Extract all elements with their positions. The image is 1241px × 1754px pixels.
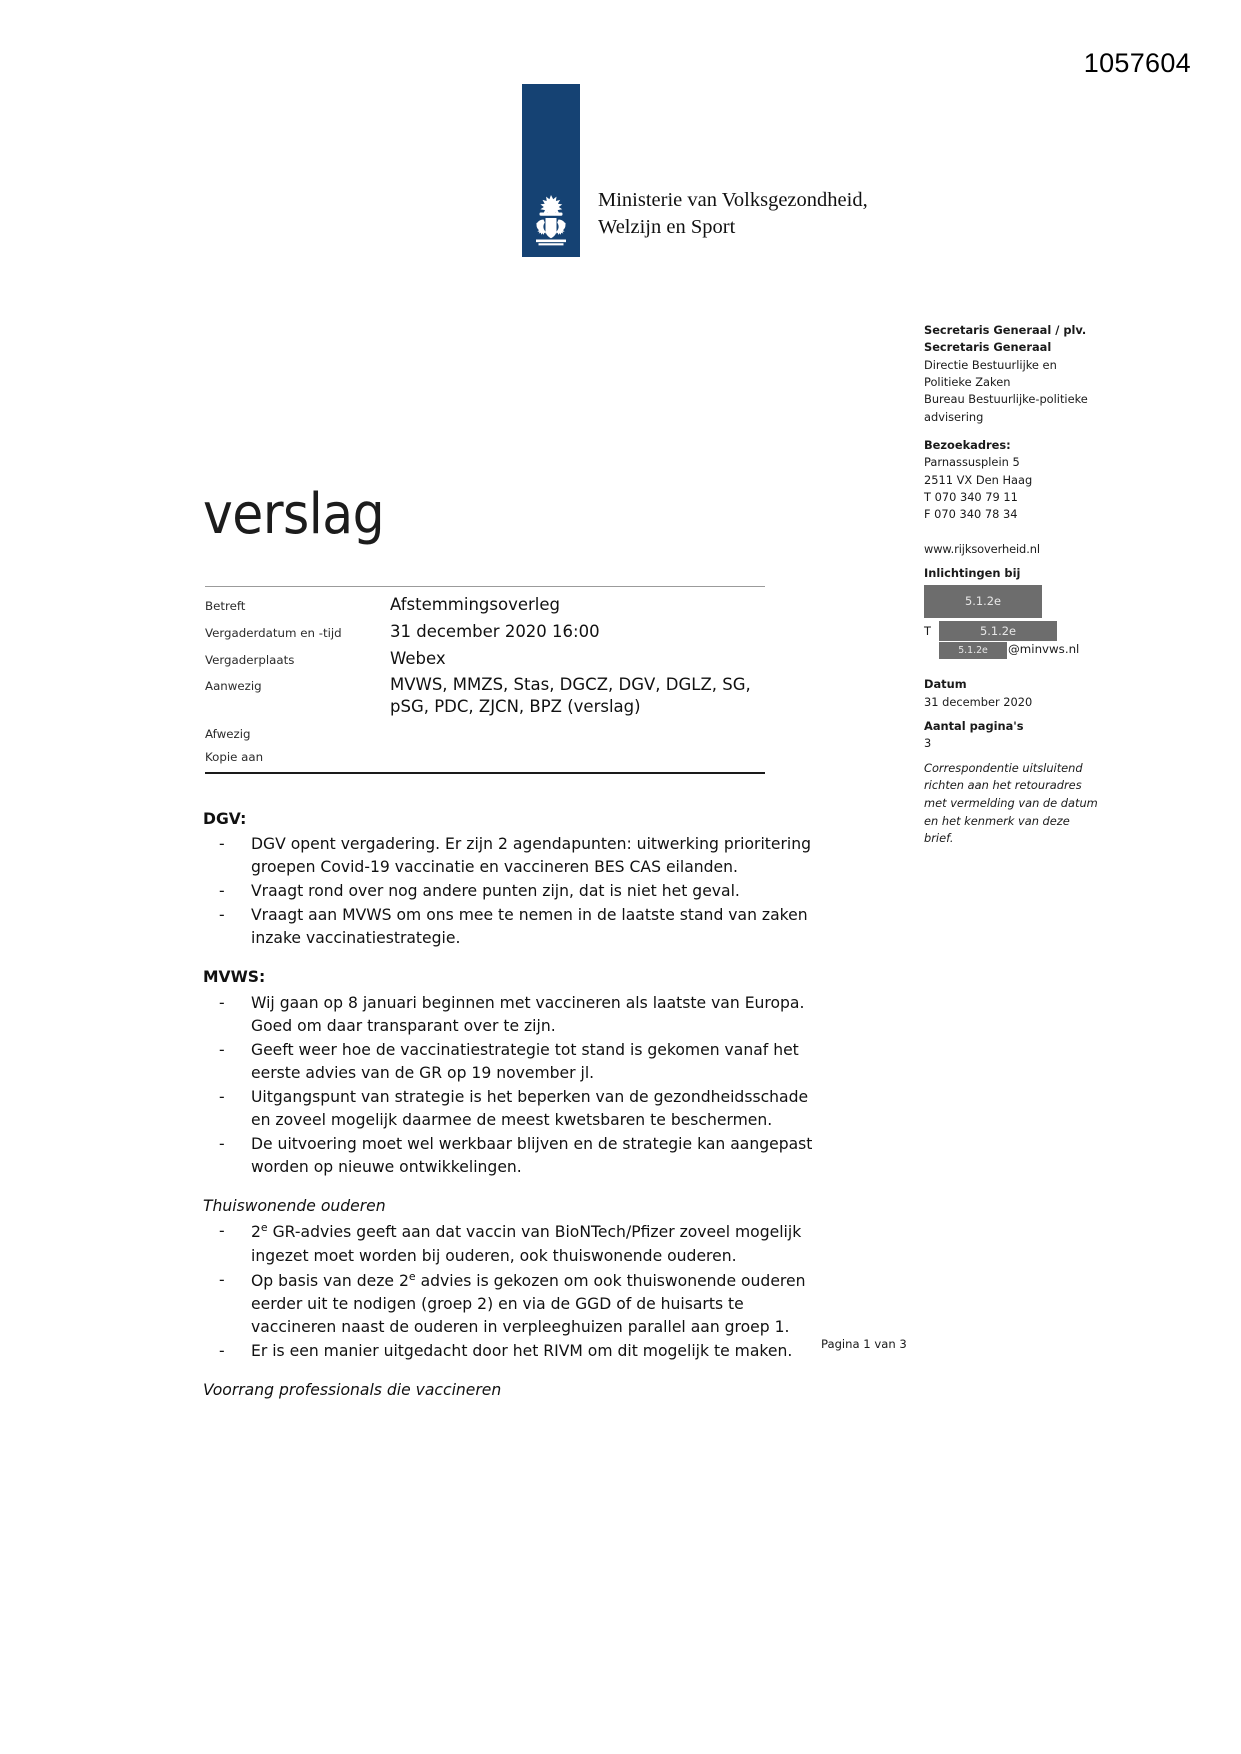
minutes-body: [203, 808, 818, 1420]
website-url: www.rijksoverheid.nl: [924, 541, 1040, 556]
phone-number: T 070 340 79 11: [924, 489, 1018, 504]
metadata-value: Webex: [390, 648, 446, 668]
org-line-1: Secretaris Generaal / plv.: [924, 323, 1087, 337]
metadata-value: MVWS, MMZS, Stas, DGCZ, DGV, DGLZ, SG, pSG, PDC, ZJCN, BPZ (verslag): [390, 675, 751, 717]
section-heading: DGV:: [203, 810, 247, 828]
list-item: - Er is een manier uitgedacht door het RIVM om dit mogelijk te maken.: [203, 1340, 818, 1363]
metadata-row: [205, 648, 775, 670]
metadata-label: Kopie aan: [205, 749, 264, 764]
section-heading: Thuiswonende ouderen: [203, 1197, 386, 1216]
info-contact-heading: Inlichtingen bij: [924, 565, 1021, 580]
page-count-heading: Aantal pagina's: [924, 718, 1024, 733]
date-value: 31 december 2020: [924, 694, 1033, 709]
org-line-2: Secretaris Generaal: [924, 340, 1052, 355]
note-line-4: en het kenmerk van deze: [924, 813, 1070, 828]
metadata-value: 31 december 2020 16:00: [390, 621, 600, 641]
redacted-email-user: 5.1.2e: [939, 642, 1007, 659]
metadata-row: [205, 723, 775, 741]
redacted-phone-row: [924, 621, 1110, 641]
metadata-label: Aanwezig: [205, 679, 262, 694]
correspondence-note: [924, 760, 1110, 848]
address-street: Parnassusplein 5: [924, 455, 1020, 470]
ministry-name-line2: Welzijn en Sport: [598, 215, 736, 238]
metadata-row: [205, 674, 775, 718]
metadata-label: Vergaderdatum en -tijd: [205, 625, 342, 640]
bureau-line-2: advisering: [924, 409, 984, 424]
redacted-phone: 5.1.2e: [939, 621, 1057, 641]
metadata-row: [205, 621, 775, 643]
meeting-metadata-table: [205, 594, 775, 769]
letterhead-sidebar: [924, 322, 1110, 848]
page-footer: Pagina 1 van 3: [821, 1337, 907, 1351]
list-item: - DGV opent vergadering. Er zijn 2 agendapunten: uitwerking prioritering groepen Covid-19 vaccinatie en vaccineren BES CAS eilanden.: [203, 833, 818, 879]
section-bullet-list: [203, 992, 818, 1180]
list-item: - De uitvoering moet wel werkbaar blijven en de strategie kan aangepast worden op nieuwe ontwikkelingen.: [203, 1133, 818, 1179]
section-bullet-list: [203, 833, 818, 950]
logo-blue-bar: [522, 84, 580, 257]
metadata-label: Vergaderplaats: [205, 652, 295, 667]
redacted-contact-name: 5.1.2e: [924, 585, 1042, 618]
document-number: 1057604: [1083, 48, 1191, 78]
note-line-5: brief.: [924, 831, 954, 846]
list-item: - 2e GR-advies geeft aan dat vaccin van BioNTech/Pfizer zoveel mogelijk ingezet moet worden bij ouderen, ook thuiswonende ouderen.: [203, 1220, 818, 1267]
metadata-row: [205, 594, 775, 616]
address-city: 2511 VX Den Haag: [924, 472, 1033, 487]
ministry-name: [598, 187, 868, 257]
list-item: - Op basis van deze 2e advies is gekozen om ook thuiswonende ouderen eerder uit te nodigen (groep 2) en via de GGD of de huisarts te vaccineren naast de ouderen in verpleeghuizen parallel aan groep 1.: [203, 1269, 818, 1339]
list-item: - Geeft weer hoe de vaccinatiestrategie tot stand is gekomen vanaf het eerste advies van de GR op 19 november jl.: [203, 1039, 818, 1085]
metadata-value: Afstemmingsoverleg: [390, 595, 560, 614]
title-divider: [205, 586, 765, 587]
note-line-2: richten aan het retouradres: [924, 778, 1082, 793]
section-heading: MVWS:: [203, 968, 266, 987]
dept-line-1: Directie Bestuurlijke en: [924, 357, 1057, 372]
metadata-label: Betreft: [205, 599, 246, 613]
metadata-row: [205, 746, 775, 764]
bureau-line-1: Bureau Bestuurlijke-politieke: [924, 392, 1088, 407]
phone-label: T: [924, 623, 931, 638]
list-item: - Vraagt rond over nog andere punten zijn, dat is niet het geval.: [203, 880, 818, 903]
ministry-name-line1: Ministerie van Volksgezondheid,: [598, 188, 868, 211]
note-line-1: Correspondentie uitsluitend: [924, 760, 1083, 775]
list-item: - Uitgangspunt van strategie is het beperken van de gezondheidsschade en zoveel mogelijk daarmee de meest kwetsbaren te beschermen.: [203, 1086, 818, 1132]
section-bullet-list: [203, 1220, 818, 1363]
redacted-email-row: [939, 641, 1110, 659]
email-domain: @minvws.nl: [1008, 642, 1080, 657]
fax-number: F 070 340 78 34: [924, 507, 1018, 522]
dept-line-2: Politieke Zaken: [924, 374, 1011, 389]
list-item: - Vraagt aan MVWS om ons mee te nemen in de laatste stand van zaken inzake vaccinatiestrategie.: [203, 904, 818, 950]
metadata-divider: [205, 772, 765, 774]
visiting-address-heading: Bezoekadres:: [924, 437, 1011, 452]
ministry-logo: [522, 84, 868, 257]
page-count-value: 3: [924, 736, 932, 751]
dutch-coat-of-arms-icon: [528, 193, 574, 249]
date-heading: Datum: [924, 677, 967, 692]
section-spacer: [203, 1404, 818, 1420]
note-line-3: met vermelding van de datum: [924, 795, 1098, 810]
page-title: verslag: [203, 482, 385, 547]
list-item: - Wij gaan op 8 januari beginnen met vaccineren als laatste van Europa. Goed om daar transparant over te zijn.: [203, 992, 818, 1038]
section-heading: Voorrang professionals die vaccineren: [203, 1381, 502, 1400]
metadata-label: Afwezig: [205, 726, 251, 741]
